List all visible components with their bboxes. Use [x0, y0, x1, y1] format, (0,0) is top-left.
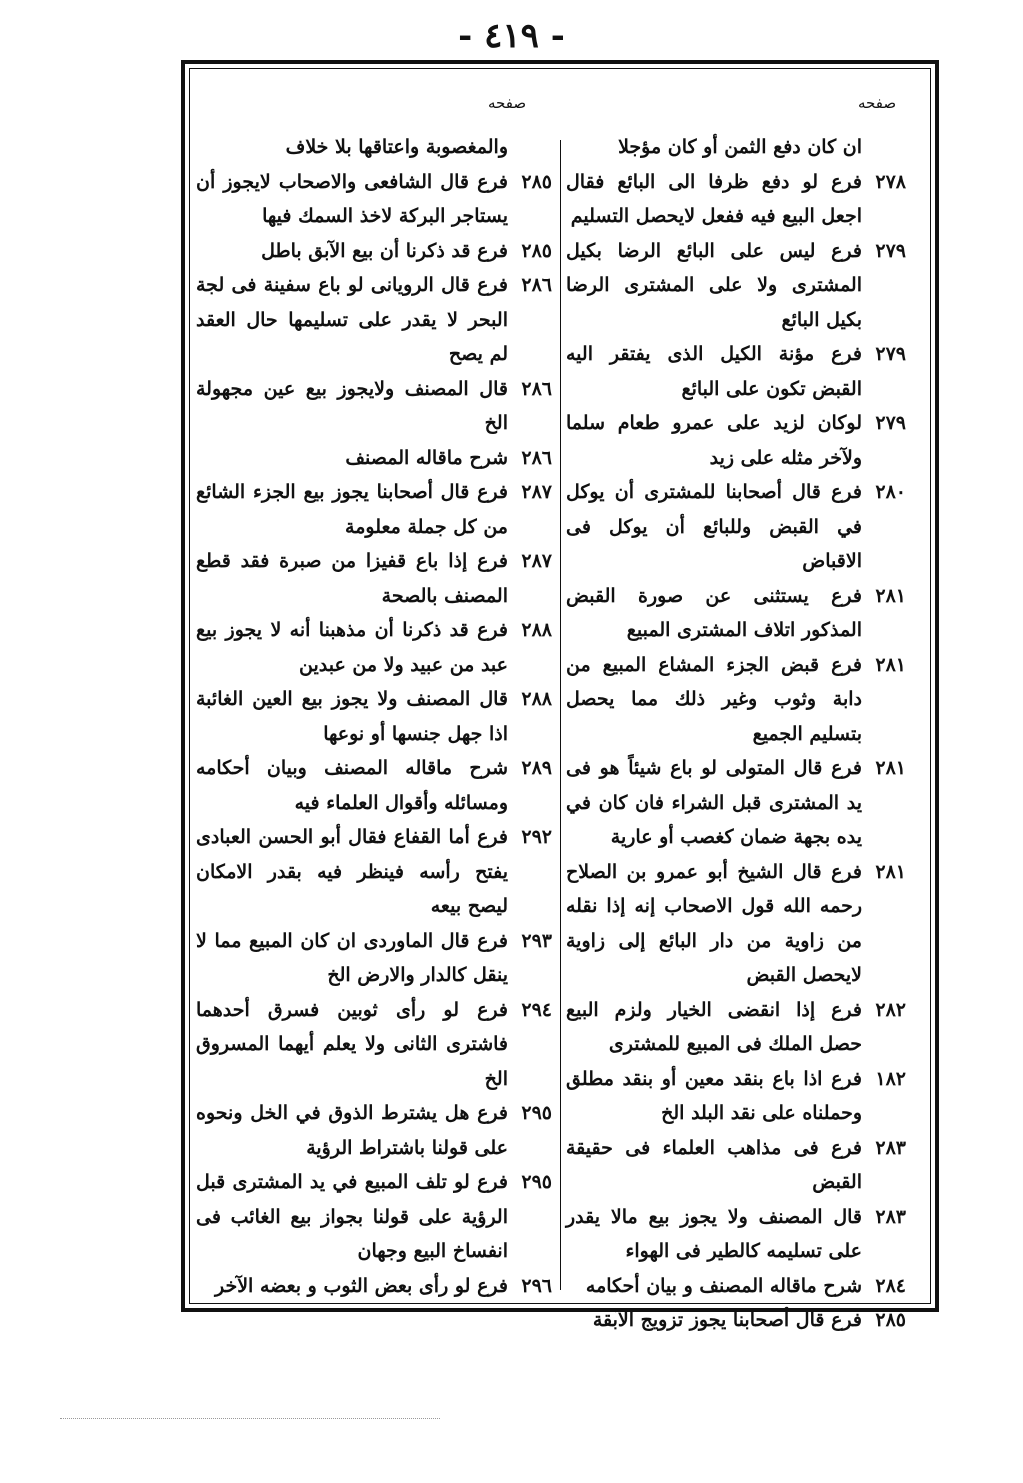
entry-page-number: ٢٩٣	[521, 929, 552, 952]
entry-text: فرع فى مذاهب العلماء فى حقيقة القبض	[566, 1136, 862, 1193]
entry-text: فرع اذا باع بنقد معين أو بنقد مطلق وحملناه على نقد البلد الخ	[566, 1067, 862, 1124]
right-column-header: صفحه	[858, 94, 897, 112]
entry-text: فرع قال أصحابنا يجوز تزويج الآبقة	[592, 1309, 862, 1331]
entry-page-number: ٢٨٥	[521, 170, 552, 193]
right-column	[566, 130, 906, 1338]
entry-text: قال المصنف ولا يجوز بيع مالا يقدر على تسليمه كالطير فى الهواء	[566, 1205, 862, 1262]
index-entry	[196, 613, 552, 682]
entry-text: فرع لو تلف المبيع في يد المشترى قبل الرؤية على قولنا بجواز بيع الغائب فى انفساخ البيع وجهان	[196, 1171, 508, 1262]
entry-text: والمغصوبة واعتاقها بلا خلاف	[285, 136, 508, 158]
entry-page-number: ٢٨١	[875, 653, 906, 676]
index-entry	[196, 924, 552, 993]
entry-page-number: ٢٨١	[875, 584, 906, 607]
index-entry	[566, 855, 906, 993]
index-entry	[566, 1269, 906, 1304]
entry-page-number: ٢٧٩	[875, 239, 906, 262]
index-entry	[196, 544, 552, 613]
index-entry	[566, 1131, 906, 1200]
entry-page-number: ٢٧٩	[875, 343, 906, 365]
index-entry	[566, 1062, 906, 1131]
entry-text: فرع لو رأى بعض الثوب و بعضه الآخر	[214, 1274, 508, 1297]
entry-page-number: ٢٨٨	[521, 619, 552, 641]
entry-page-number: ٢٨٣	[875, 1205, 906, 1228]
entry-text: شرح ماقاله المصنف وبيان أحكامه ومسائله وأقوال العلماء فيه	[196, 757, 508, 814]
entry-page-number: ٢٨٠	[875, 481, 906, 503]
index-entry	[196, 441, 552, 476]
entry-page-number: ٢٨٥	[875, 1309, 906, 1331]
index-entry	[196, 1269, 552, 1304]
entry-text: فرع هل يشترط الذوق في الخل ونحوه على قولنا باشتراط الرؤية	[196, 1102, 508, 1159]
entry-text: فرع ليس على البائع الرضا بكيل المشترى ولا على المشترى الرضا بكيل البائع	[566, 239, 862, 331]
index-entry	[196, 268, 552, 372]
entry-text: فرع مؤنة الكيل الذى يفتقر اليه القبض تكون على البائع	[566, 343, 862, 400]
entry-text: فرع إذا انقضى الخيار ولزم البيع حصل الملك فى المبيع للمشترى	[566, 998, 862, 1055]
entry-text: فرع لو دفع ظرفا الى البائع فقال اجعل البيع فيه ففعل لايحصل التسليم	[566, 170, 862, 227]
scan-artifact-dots	[60, 1418, 440, 1419]
left-column	[196, 130, 552, 1303]
entry-page-number: ٢٨٩	[521, 757, 552, 779]
entry-text: فرع قبض الجزء المشاع المبيع من دابة وثوب وغير ذلك مما يحصل بتسليم الجميع	[566, 653, 862, 745]
column-divider	[560, 140, 561, 1290]
entry-text: فرع قال أصحابنا للمشترى أن يوكل في القبض وللبائع أن يوكل فى الاقباض	[566, 481, 862, 572]
index-entry	[566, 475, 906, 579]
index-entry	[196, 1165, 552, 1269]
entry-page-number: ٢٨٥	[521, 239, 552, 262]
index-entry	[566, 130, 906, 165]
entry-page-number: ٢٩٤	[521, 998, 552, 1021]
entry-page-number: ٢٨٦	[521, 446, 552, 469]
index-entry	[196, 165, 552, 234]
index-entry	[196, 751, 552, 820]
index-entry	[566, 234, 906, 338]
entry-page-number: ٢٨٦	[521, 377, 552, 400]
index-entry	[566, 751, 906, 855]
entry-page-number: ٢٨٧	[521, 481, 552, 503]
index-entry	[196, 372, 552, 441]
entry-text: لوكان لزيد على عمرو طعام سلما ولآخر مثله على زيد	[566, 412, 862, 469]
entry-page-number: ٢٩٢	[521, 826, 552, 848]
entry-page-number: ٢٩٦	[521, 1274, 552, 1297]
index-entry	[566, 406, 906, 475]
entry-page-number: ٢٨٤	[875, 1274, 906, 1297]
index-entry	[196, 820, 552, 924]
entry-page-number: ٢٨٦	[521, 274, 552, 296]
entry-page-number: ٢٧٩	[875, 412, 906, 434]
entry-text: فرع إذا باع قفيزا من صبرة فقد قطع المصنف بالصحة	[196, 550, 508, 607]
index-entry	[566, 165, 906, 234]
index-entry	[196, 234, 552, 269]
entry-text: فرع قال الشيخ أبو عمرو بن الصلاح رحمه الله قول الاصحاب إنه إذا نقله من زاوية من دار البائع إلى زاوية لايحصل القبض	[566, 860, 862, 986]
left-column-header: صفحه	[488, 94, 527, 112]
entry-page-number: ٢٨٨	[521, 688, 552, 710]
entry-text: قال المصنف ولا يجوز بيع العين الغائبة اذا جهل جنسها أو نوعها	[196, 688, 508, 745]
index-entry	[196, 1096, 552, 1165]
index-entry	[566, 648, 906, 752]
index-entry	[566, 1303, 906, 1338]
entry-text: فرع قد ذكرنا أن مذهبنا أنه لا يجوز بيع عبد من عبيد ولا من عبدين	[196, 619, 508, 676]
entry-page-number: ٢٩٥	[521, 1102, 552, 1124]
entry-text: فرع لو رأى ثوبين فسرق أحدهما فاشترى الثانى ولا يعلم أيهما المسروق الخ	[196, 998, 508, 1090]
index-entry	[196, 130, 552, 165]
index-entry	[196, 475, 552, 544]
entry-page-number: ٢٨٢	[875, 998, 906, 1021]
entry-text: فرع قال أصحابنا يجوز بيع الجزء الشائع من كل جملة معلومة	[196, 481, 508, 538]
index-entry	[196, 682, 552, 751]
entry-text: قال المصنف ولايجوز بيع عين مجهولة الخ	[196, 377, 508, 434]
index-entry	[566, 337, 906, 406]
index-entry	[566, 993, 906, 1062]
index-entry	[196, 993, 552, 1097]
entry-text: فرع قال الماوردى ان كان المبيع مما لا ينقل كالدار والارض الخ	[196, 929, 508, 986]
page-number: - ٤١٩ -	[458, 16, 565, 56]
entry-text: فرع قد ذكرنا أن بيع الآبق باطل	[261, 239, 508, 262]
entry-page-number: ٢٨٧	[521, 550, 552, 572]
entry-page-number: ١٨٢	[875, 1067, 906, 1090]
entry-page-number: ٢٧٨	[875, 170, 906, 193]
entry-page-number: ٢٨١	[875, 860, 906, 883]
entry-text: فرع قال المتولى لو باع شيئاً هو فى يد المشترى قبل الشراء فان كان في يده بجهة ضمان كغصب أو عارية	[566, 757, 862, 848]
entry-text: شرح ماقاله المصنف و بيان أحكامه	[585, 1274, 862, 1297]
entry-page-number: ٢٨٣	[875, 1136, 906, 1159]
index-entry	[566, 1200, 906, 1269]
index-entry	[566, 579, 906, 648]
entry-text: فرع أما القفاع فقال أبو الحسن العبادى يفتح رأسه فينظر فيه بقدر الامكان ليصح بيعه	[196, 826, 508, 917]
entry-text: ان كان دفع الثمن أو كان مؤجلا	[618, 136, 862, 158]
entry-page-number: ٢٨١	[875, 757, 906, 779]
entry-text: شرح ماقاله المصنف	[345, 446, 508, 469]
entry-text: فرع قال الرويانى لو باع سفينة فى لجة البحر لا يقدر على تسليمها حال العقد لم يصح	[196, 274, 508, 365]
entry-page-number: ٢٩٥	[521, 1171, 552, 1193]
entry-text: فرع يستثنى عن صورة القبض المذكور اتلاف المشترى المبيع	[566, 584, 862, 641]
entry-text: فرع قال الشافعى والاصحاب لايجوز أن يستاجر البركة لاخذ السمك فيها	[196, 170, 508, 227]
